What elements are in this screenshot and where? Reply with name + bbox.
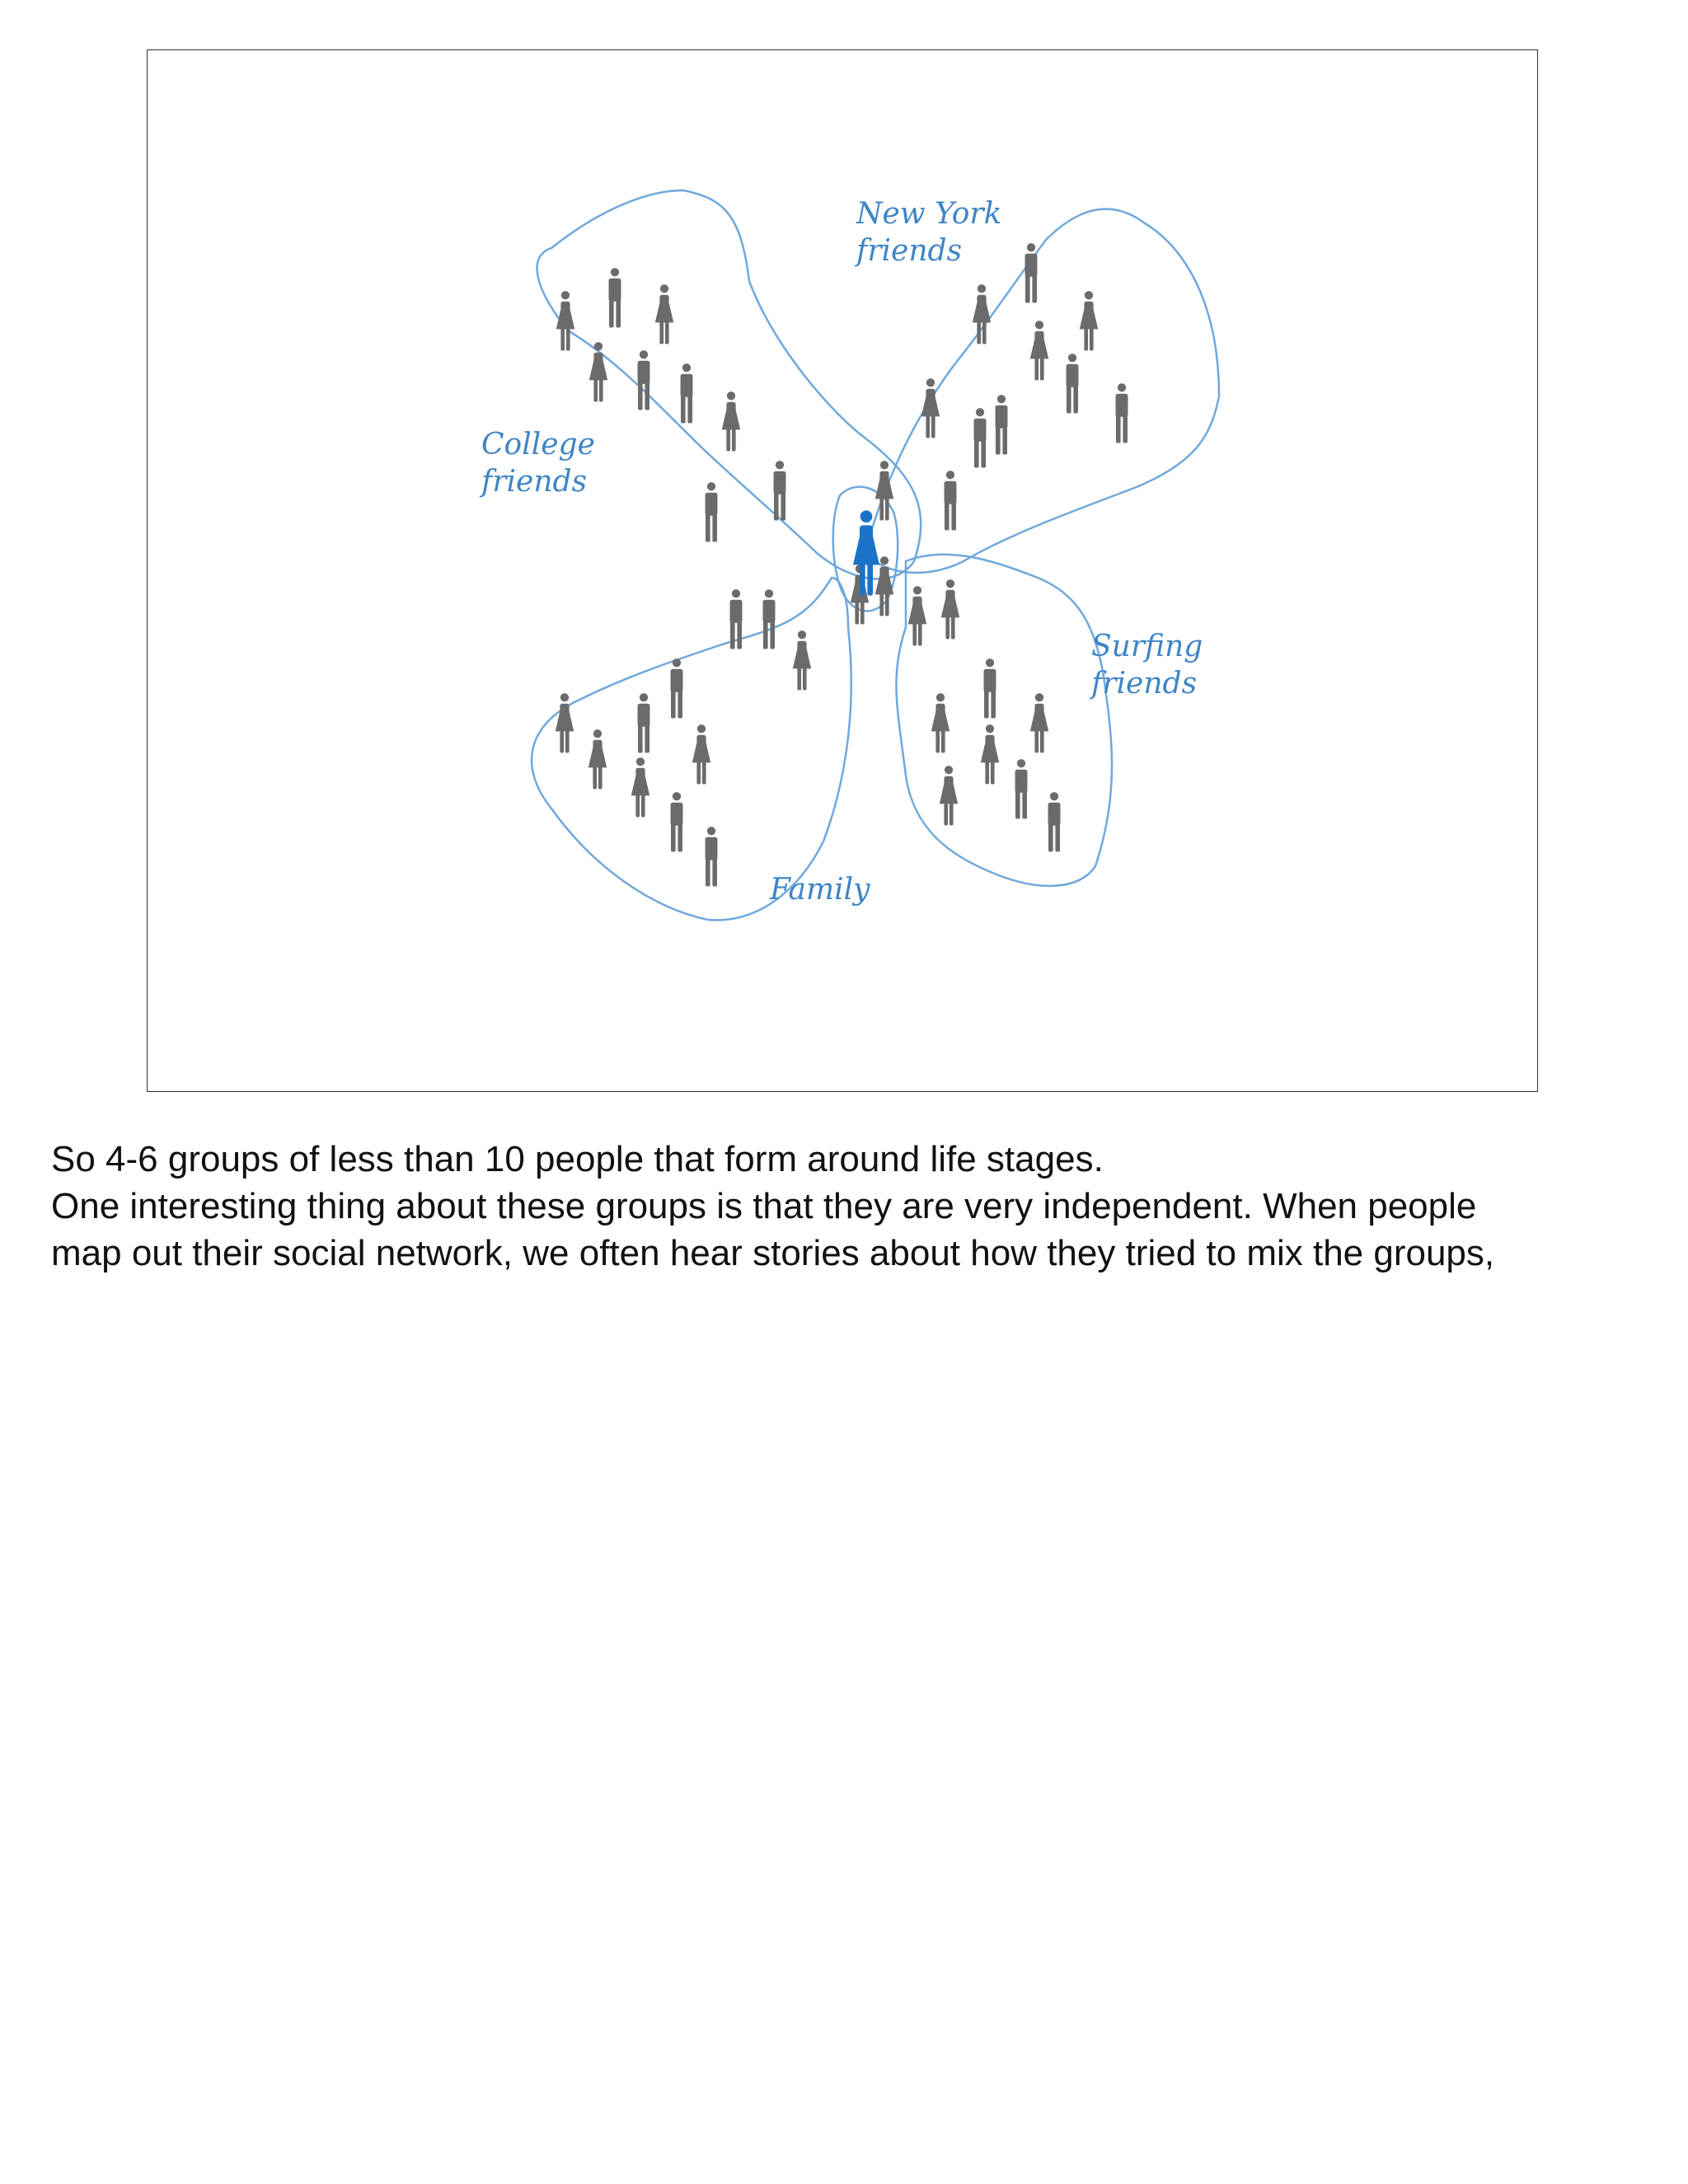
person-icon — [1080, 291, 1098, 350]
person-icon — [609, 268, 621, 327]
college-label-line2: friends — [481, 465, 588, 499]
person-icon — [940, 766, 958, 825]
surfing-label-line2: friends — [1091, 667, 1198, 701]
group-labels — [479, 197, 1203, 907]
person-icon — [706, 482, 718, 541]
surfing-label-line1: Surfing — [1091, 630, 1203, 663]
new-york-label-line1: New York — [856, 197, 1002, 231]
person-icon — [1030, 693, 1048, 752]
person-icon — [974, 408, 987, 467]
person-icon — [1030, 321, 1048, 380]
slide-frame — [147, 49, 1538, 1092]
notes-line: So 4-6 groups of less than 10 people that form around life stages. — [51, 1139, 1104, 1179]
person-icon — [908, 586, 926, 645]
person-icon — [1116, 383, 1128, 443]
person-icon — [671, 792, 683, 851]
person-icon — [921, 378, 940, 438]
person-icon — [996, 395, 1008, 454]
person-icon — [1048, 792, 1061, 851]
person-icon — [1025, 243, 1038, 302]
family-outline — [532, 578, 851, 920]
family-label: Family — [770, 873, 870, 907]
person-icon — [671, 658, 683, 718]
notes-line: map out their social network, we often hear stories about how they tried to mix the groups, — [51, 1233, 1495, 1273]
person-icon — [1067, 354, 1079, 413]
person-icon — [655, 284, 673, 344]
surfing-friends-outline — [896, 555, 1112, 886]
person-icon — [556, 693, 574, 752]
person-icon — [941, 579, 959, 639]
person-icon — [588, 729, 607, 789]
person-icon — [793, 630, 811, 690]
person-icon — [638, 350, 650, 410]
people — [556, 243, 1128, 886]
new-york-label-line2: friends — [856, 234, 963, 268]
person-icon — [984, 658, 996, 718]
person-icon — [556, 291, 574, 350]
person-icon — [638, 693, 650, 752]
speaker-notes — [51, 1136, 1642, 1277]
person-icon — [722, 391, 740, 451]
person-icon — [681, 363, 693, 423]
person-icon — [973, 284, 991, 344]
person-icon — [631, 757, 649, 817]
notes-line: One interesting thing about these groups is that they are very independent. When people — [51, 1186, 1477, 1226]
person-icon — [931, 693, 950, 752]
person-icon — [763, 589, 776, 649]
social-groups-diagram — [148, 50, 1539, 1093]
person-icon — [945, 471, 957, 530]
person-icon — [706, 827, 718, 886]
person-icon — [692, 724, 710, 784]
college-label-line1: College — [481, 428, 595, 462]
person-icon — [1015, 759, 1028, 818]
person-icon — [981, 724, 999, 784]
person-icon — [774, 461, 786, 520]
